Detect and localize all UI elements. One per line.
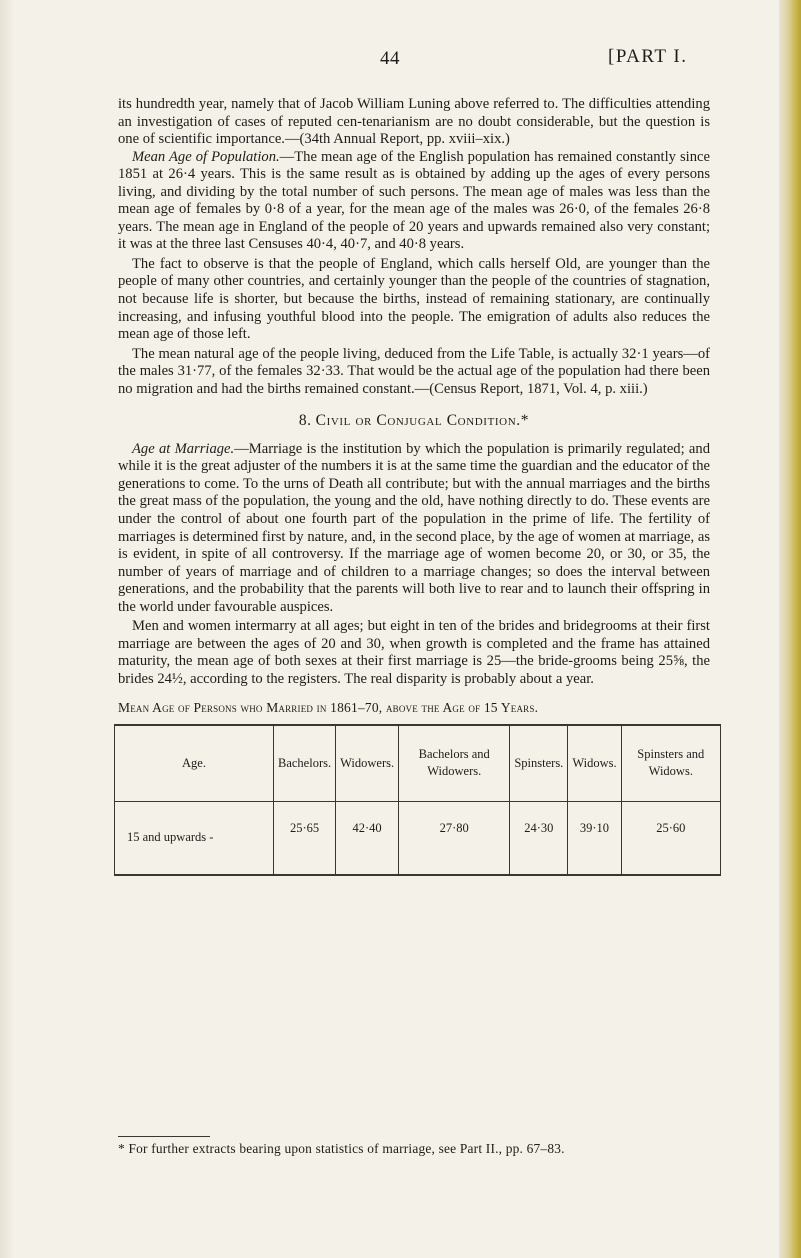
table-caption: Mean Age of Persons who Married in 1861–70, above the Age of 15 Years. — [118, 699, 539, 715]
table-header-cell: Bachelors and Widowers. — [399, 725, 510, 801]
running-head: [PART I. — [608, 46, 688, 67]
table-cell: 25·60 — [621, 801, 720, 875]
table-cell: 24·30 — [510, 801, 568, 875]
footnote-rule — [118, 1136, 210, 1137]
table-cell: 39·10 — [568, 801, 621, 875]
paragraph-age-at-marriage-text: —Marriage is the institution by which the population is primarily regulated; and while it is the great adjuster of the numbers it is at the same time the guardian and the educator of the generations to come. To the urns of Death all contribute; but with the annual marriages and the births the great mass of the population, the young and the old, have nothing directly to do. These events are under the control of about one fourth part of the population in the prime of life. The fertility of marriages is determined first by nature, and, in the second place, by the age of women at marriage, as is evident, in spite of all controversy. If the marriage age of women become 20, or 30, or 35, the number of years of marriage and of children to a marriage changes; so does the interval between generations, and the probability that the parents will both live to rear and to launch their offspring in the world under favourable auspices. — [118, 440, 710, 615]
table-header-cell: Widows. — [568, 725, 621, 801]
table-header-cell: Spinsters. — [510, 725, 568, 801]
paragraph-intermarry: Men and women intermarry at all ages; but eight in ten of the brides and bridegrooms at their first marriage are between the ages of 20 and 30, when growth is completed and the frame has attained maturity, the mean age of both sexes at their first marriage is 25—the bride-grooms being 25⅝, the brides 24½, according to the registers. The real disparity is probably about a year. — [118, 618, 710, 687]
paragraph-age-at-marriage-title: Age at Marriage. — [132, 440, 235, 457]
paragraph-age-at-marriage — [118, 441, 710, 616]
paragraph-mean-age-title: Mean Age of Population. — [132, 148, 280, 165]
mean-age-table — [114, 724, 721, 876]
body-text — [118, 96, 710, 876]
section-title: Civil or Conjugal Condition.* — [315, 412, 530, 430]
page-number: 44 — [380, 48, 400, 69]
book-edge — [779, 0, 801, 1258]
table-row — [115, 801, 721, 875]
table-cell: 25·65 — [274, 801, 336, 875]
page-gutter-shadow — [0, 0, 14, 1258]
table-header-cell: Spinsters and Widows. — [621, 725, 720, 801]
table-header-cell: Age. — [115, 725, 274, 801]
section-number: 8. — [298, 412, 312, 430]
paragraph-mean-age-text: —The mean age of the English population has remained constantly since 1851 at 26·4 years. This is the same result as is obtained by adding up the ages of every persons living, and dividing by the total number of such persons. The mean age of males was less than the mean age of females by 0·8 of a year, for the mean age of the males was 26·0, of the females 26·8 years. The mean age in England of the people of 20 years and upwards remained also very constant; it was at the three last Censuses 40·4, 40·7, and 40·8 years. — [118, 148, 710, 253]
paragraph-life-table: The mean natural age of the people living, deduced from the Life Table, is actually 32·1 years—of the males 31·77, of the females 32·33. That would be the actual age of the population had there been no migration and had the births remained constant.—(Census Report, 1871, Vol. 4, p. xiii.) — [118, 345, 710, 397]
table-header-row — [115, 725, 721, 801]
table-cell: 27·80 — [399, 801, 510, 875]
paragraph-centenarians: its hundredth year, namely that of Jacob William Luning above referred to. The difficulties attending an investigation of cases of reputed cen-tenarianism are no doubt considerable, but the question is one of scientific importance.—(34th Annual Report, pp. xviii–xix.) — [118, 96, 710, 148]
table-cell: 42·40 — [336, 801, 399, 875]
table-header-cell: Widowers. — [336, 725, 399, 801]
footnote: * For further extracts bearing upon statistics of marriage, see Part II., pp. 67–83. — [118, 1141, 565, 1156]
paragraph-younger-population: The fact to observe is that the people of England, which calls herself Old, are younger than the people of many other countries, and certainly younger than the people of the countries of stagnation, not because life is shorter, but because the births, instead of remaining stationary, are continually increasing, and infusing youthful blood into the people. The emigration of adults also reduces the mean age of those left. — [118, 255, 710, 343]
table-cell: 15 and upwards - — [115, 801, 274, 875]
section-heading — [118, 412, 710, 430]
table-header-cell: Bachelors. — [274, 725, 336, 801]
paragraph-mean-age — [118, 149, 710, 254]
